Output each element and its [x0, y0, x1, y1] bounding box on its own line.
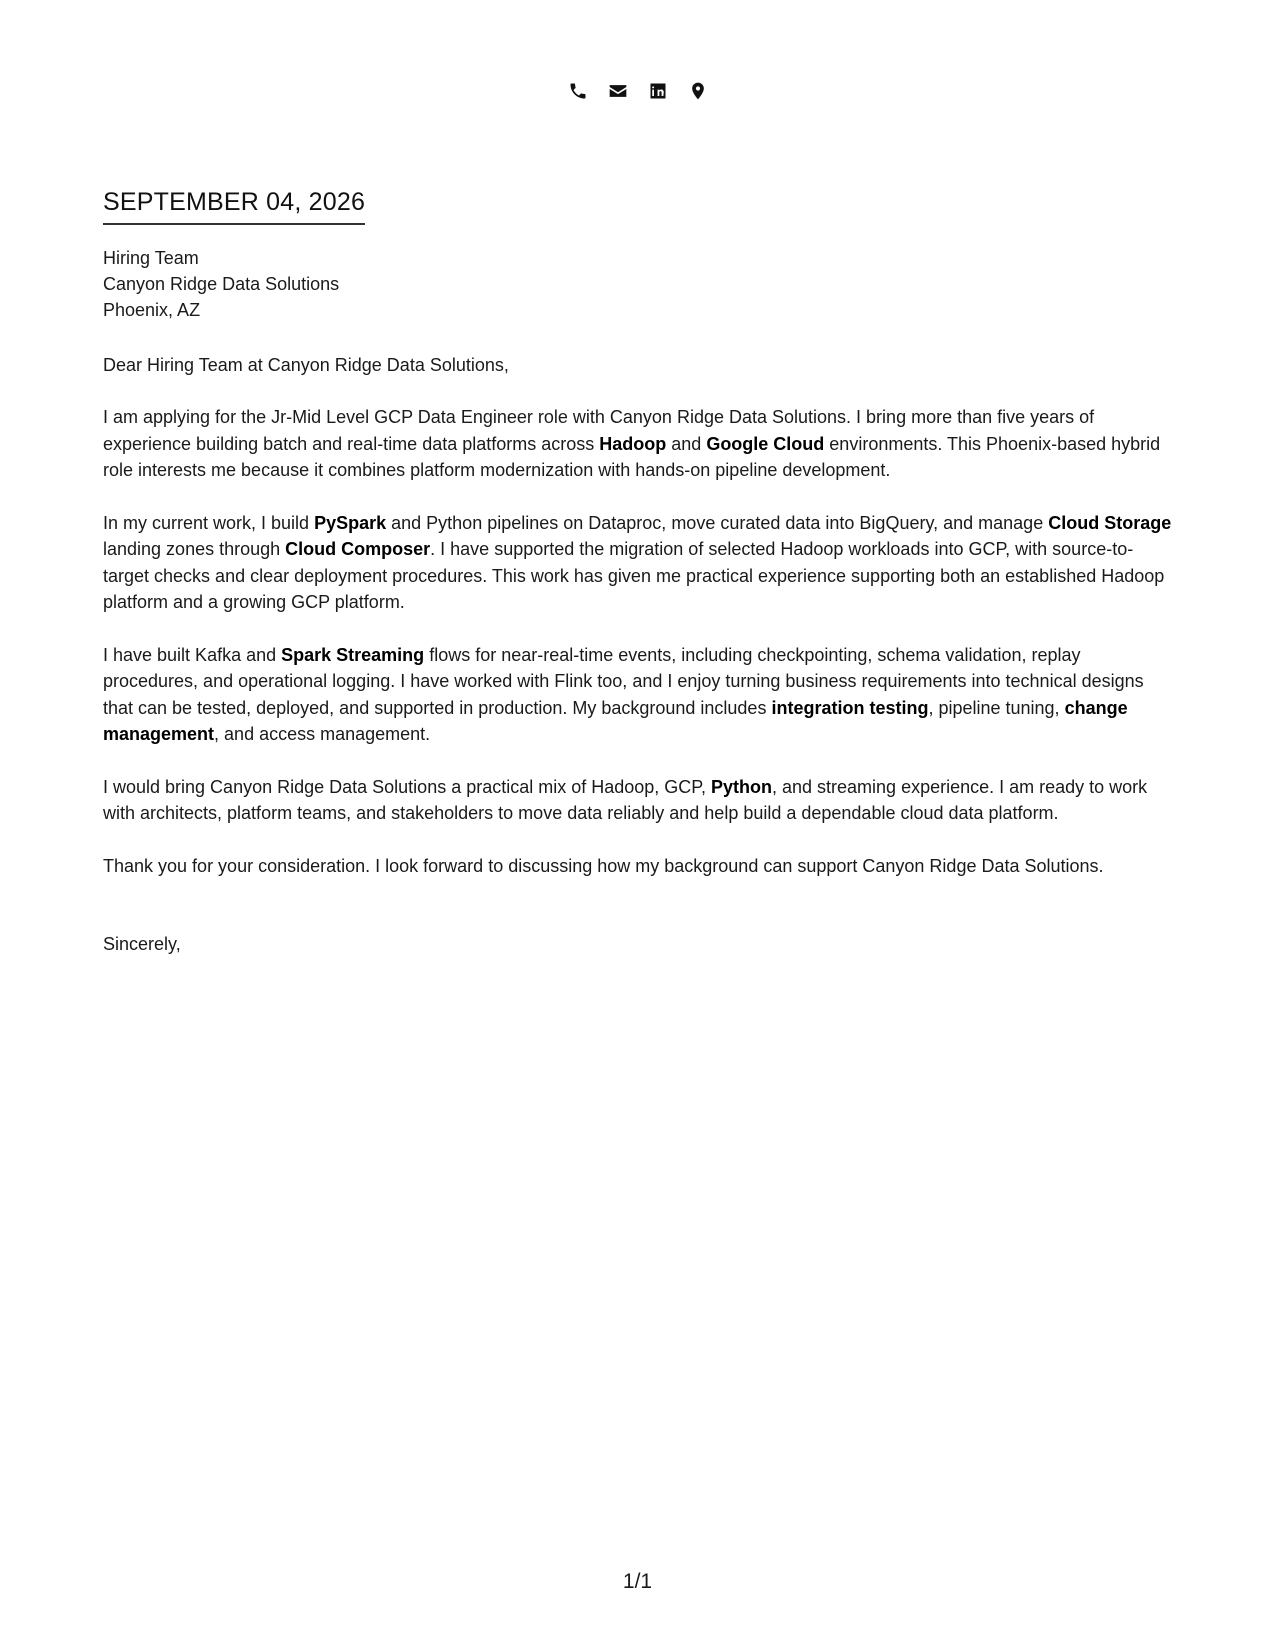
bold-keyword: Cloud Composer — [285, 539, 431, 559]
paragraph-text: I have built Kafka and — [103, 644, 282, 665]
paragraph-text: , pipeline tuning, — [928, 697, 1065, 718]
phone-icon[interactable] — [567, 80, 589, 102]
body-paragraph-3 — [103, 642, 1178, 748]
paragraph-text: I would bring Canyon Ridge Data Solutions a practical mix of Hadoop, GCP, — [103, 776, 711, 797]
recipient-block — [103, 245, 1178, 323]
recipient-company: Canyon Ridge Data Solutions — [103, 274, 340, 294]
body-paragraph-2 — [103, 510, 1178, 616]
paragraph-text: landing zones through — [103, 539, 286, 559]
paragraph-text: , and access management. — [214, 724, 431, 744]
paragraph-text: . I have supported the migration of selected Hadoop workloads into GCP, with source-to-target checks and clear deployment procedures. This work has given me practical experience supporting both an established Hadoop platform and a growing GCP platform. — [103, 539, 1165, 612]
closing: Sincerely, — [103, 934, 181, 954]
contact-icons-row — [0, 80, 1275, 102]
bold-keyword: Cloud Storage — [1048, 512, 1172, 533]
paragraph-text: environments. This Phoenix-based hybrid role interests me because it combines platform modernization with hands-on pipeline development. — [103, 433, 1161, 480]
paragraph-text: In my current work, I build — [103, 512, 315, 533]
paragraph-text: Thank you for your consideration. I look forward to discussing how my background can support Canyon Ridge Data Solutions. — [103, 855, 1104, 876]
bold-keyword: Hadoop — [599, 433, 667, 454]
bold-keyword: change management — [103, 697, 1128, 744]
paragraph-text: flows for near-real-time events, including checkpointing, schema validation, replay procedures, and operational logging. I have worked with Flink too, and I enjoy turning business requirements into technical designs that can be tested, deployed, and supported in production. My background includes — [103, 644, 1144, 718]
bold-keyword: PySpark — [314, 512, 387, 533]
paragraph-text: , and streaming experience. I am ready to work with architects, platform teams, and stakeholders to move data reliably and help build a dependable cloud data platform. — [103, 776, 1148, 823]
bold-keyword: integration testing — [771, 697, 929, 718]
page-number: 1/1 — [622, 1570, 653, 1593]
body-paragraph-5 — [103, 853, 1178, 880]
letter-body — [103, 404, 1178, 879]
paragraph-text: I am applying for the Jr-Mid Level GCP Data Engineer role with Canyon Ridge Data Solutions. I bring more than five years of experience building batch and real-time data platforms across — [103, 407, 1095, 454]
bold-keyword: Google Cloud — [706, 433, 825, 454]
letter-date: SEPTEMBER 04, 2026 — [103, 188, 365, 225]
body-paragraph-1 — [103, 404, 1178, 484]
salutation: Dear Hiring Team at Canyon Ridge Data Solutions, — [103, 355, 509, 375]
bold-keyword: Spark Streaming — [281, 644, 425, 665]
location-pin-icon[interactable] — [687, 80, 709, 102]
recipient-location: Phoenix, AZ — [103, 300, 201, 320]
bold-keyword: Python — [711, 776, 772, 797]
email-icon[interactable] — [607, 80, 629, 102]
paragraph-text: and — [666, 433, 707, 454]
body-paragraph-4 — [103, 774, 1178, 827]
linkedin-icon[interactable] — [647, 80, 669, 102]
recipient-name: Hiring Team — [103, 248, 199, 268]
cover-letter — [103, 188, 1178, 957]
paragraph-text: and Python pipelines on Dataproc, move curated data into BigQuery, and manage — [386, 512, 1049, 533]
